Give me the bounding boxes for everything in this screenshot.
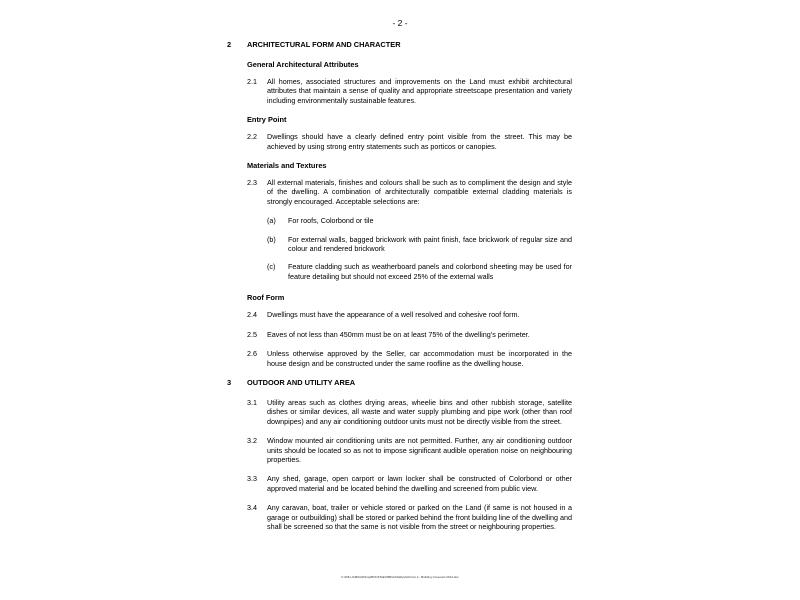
document-body <box>227 40 572 541</box>
clause-number: 3.3 <box>247 474 257 484</box>
subclause-text: Feature cladding such as weatherboard panels and colorbond sheeting may be used for feature detailing but should not exceed 25% of the external walls <box>288 262 572 281</box>
clause-2-4 <box>247 310 572 319</box>
subclause-b <box>267 235 572 254</box>
clause-text: All external materials, finishes and colours shall be such as to compliment the design and style of the dwelling. A combination of architecturally compatible external cladding materials is strongly encouraged. Acceptable selections are: <box>267 178 572 206</box>
clause-3-1 <box>247 398 572 426</box>
section-heading-2 <box>227 40 572 49</box>
section-heading-3 <box>227 378 572 387</box>
clause-text: Utility areas such as clothes drying areas, wheelie bins and other rubbish storage, satellite dishes or similar devices, all waste and water supply plumbing and pipe work (other than roof downpipes) and any air conditioning outdoor units must not be directly visible from the street. <box>267 397 572 426</box>
subheading-materials: Materials and Textures <box>247 161 327 171</box>
clause-2-3 <box>247 178 572 206</box>
subclause-a <box>267 216 572 225</box>
subclause-text: For external walls, bagged brickwork with paint finish, face brickwork of regular size and colour and rendered brickwork <box>288 234 572 254</box>
subclause-text: For roofs, Colorbond or tile <box>288 216 374 226</box>
clause-number: 2.6 <box>247 349 257 359</box>
clause-2-1 <box>247 77 572 105</box>
page-number: - 2 - <box>392 18 408 28</box>
clause-text: Unless otherwise approved by the Seller, car accommodation must be incorporated in the house design and be constructed under the same roofline as the dwelling house. <box>267 349 572 368</box>
clause-number: 2.2 <box>247 132 257 142</box>
clause-number: 2.3 <box>247 178 257 188</box>
subheading-roof-form: Roof Form <box>247 293 285 303</box>
section-number: 2 <box>227 40 232 49</box>
subheading-entry-point: Entry Point <box>247 115 287 125</box>
clause-text: Eaves of not less than 450mm must be on at least 75% of the dwelling’s perimeter. <box>267 329 530 339</box>
clause-3-3 <box>247 474 572 493</box>
clause-number: 3.2 <box>247 436 257 446</box>
clause-text: Dwellings must have the appearance of a well resolved and cohesive roof form. <box>267 310 520 320</box>
clause-text: Window mounted air conditioning units are not permitted. Further, any air conditioning outdoor units should be located so as not to impose significant audible operation noise on neighbouring properties. <box>267 436 572 464</box>
section-number: 3 <box>227 377 232 387</box>
clause-number: 3.1 <box>247 397 257 407</box>
subclause-number: (b) <box>267 234 276 244</box>
subclause-c <box>267 262 572 281</box>
subheading-general-attributes: General Architectural Attributes <box>247 60 359 69</box>
clause-3-4 <box>247 503 572 531</box>
clause-2-5 <box>247 330 572 339</box>
clause-number: 2.4 <box>247 310 257 320</box>
clause-2-6 <box>247 349 572 368</box>
document-footer-path: F:\WILLIAMS\ADSinq\BOOKS\EVMB\Jul\Dally\Attchmnt 2 - Building Covenant 2014.doc <box>341 575 459 579</box>
clause-3-2 <box>247 436 572 464</box>
section-title: OUTDOOR AND UTILITY AREA <box>247 377 356 387</box>
clause-number: 3.4 <box>247 503 257 513</box>
clause-number: 2.1 <box>247 77 257 86</box>
clause-number: 2.5 <box>247 329 257 339</box>
clause-text: Dwellings should have a clearly defined entry point visible from the street. This may be achieved by using strong entry statements such as porticos or canopies. <box>267 132 572 151</box>
section-title: ARCHITECTURAL FORM AND CHARACTER <box>247 40 401 49</box>
clause-text: Any shed, garage, open carport or lawn locker shall be constructed of Colorbond or other approved material and be located behind the dwelling and screened from public view. <box>267 474 572 493</box>
subclause-number: (c) <box>267 262 276 272</box>
clause-text: Any caravan, boat, trailer or vehicle stored or parked on the Land (if same is not housed in a garage or outbuilding) shall be stored or parked behind the front building line of the dwelling and shall be screened so that the same is not visible from the street or neighbouring properties. <box>267 503 572 531</box>
clause-2-2 <box>247 132 572 151</box>
subclause-number: (a) <box>267 216 276 226</box>
clause-text: All homes, associated structures and improvements on the Land must exhibit architectural attributes that maintain a sense of quality and appropriate streetscape presentation and variety including environmentally sustainable features. <box>267 77 572 105</box>
